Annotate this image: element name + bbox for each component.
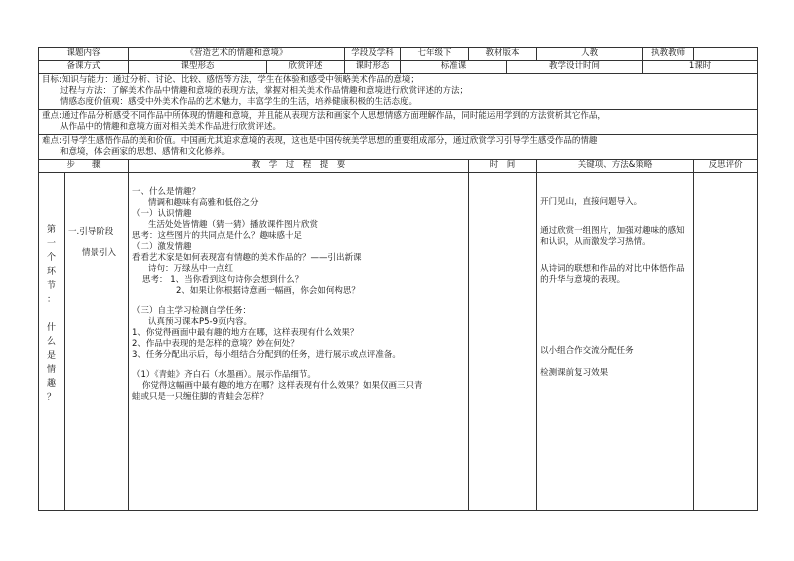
section-one-row xyxy=(39,173,758,511)
lesson-plan-sheet xyxy=(38,47,757,511)
col-time: 时 间 xyxy=(469,160,537,173)
goal-emotion: 情感态度价值观：感受中外美术作品的艺术魅力，丰富学生的生活，培养健康积极的生活态度。 xyxy=(60,97,418,107)
process-line: 诗句：万绿丛中一点红 xyxy=(148,264,234,274)
process-line: 思考： 1、当你看到这句诗你会想到什么？ xyxy=(142,275,304,285)
process-line: 认真预习课本P5-9页内容。 xyxy=(148,317,253,327)
grade-label: 学段及学科 xyxy=(345,48,401,61)
col-step: 步 骤 xyxy=(39,160,129,173)
header-row-2 xyxy=(39,61,758,74)
key-points-label: 重点: xyxy=(42,111,62,121)
form-value: 标准课 xyxy=(401,61,507,74)
process-line: 3、任务分配出示后，每小组结合分配到的任务，进行展示或点评准备。 xyxy=(132,350,401,360)
reflection-cell xyxy=(694,173,758,511)
process-line: 蛙或只是一只缠住脚的青蛙会怎样？ xyxy=(132,392,269,402)
process-line: （二）激发情趣 xyxy=(132,242,192,252)
edition-label: 教材版本 xyxy=(469,48,537,61)
topic-value: 《营造艺术的情趣和意境》 xyxy=(129,48,345,61)
stage-subtitle: 情景引入 xyxy=(82,248,117,258)
edition-value: 人教 xyxy=(537,48,643,61)
keys-line: 开门见山，直接问题导入。 xyxy=(540,197,643,207)
process-line: （一）认识情趣 xyxy=(132,209,192,219)
design-time-value: 1课时 xyxy=(643,61,758,74)
difficulties-row xyxy=(39,135,758,160)
keys-line: 检测课前复习效果 xyxy=(540,368,609,378)
section-vertical-title xyxy=(39,173,65,511)
goals-row xyxy=(39,74,758,110)
design-time-label: 教学设计时间 xyxy=(507,61,643,74)
process-line: 1、你觉得画面中最有趣的地方在哪，这样表现有什么效果？ xyxy=(132,328,359,338)
keys-cell xyxy=(537,173,694,511)
keys-line: 从诗词的联想和作品的对比中体悟作品的升华与意境的表现。 xyxy=(540,264,685,285)
goal-knowledge: 目标:知识与能力：通过分析、讨论、比较、感悟等方法，学生在体验和感受中领略美术作品的意境； xyxy=(42,75,419,85)
key-points-line-1: 重点:通过作品分析感受不同作品中所体现的情趣和意境，并且能从表现方法和画家个人思想情感方面理解作品，同时能运用学到的方法赏析其它作品， xyxy=(42,111,606,121)
process-line: 你觉得这幅画中最有趣的地方在哪？这样表现有什么效果？如果仅画三只青 xyxy=(142,381,423,391)
process-line: 2、如果让你根据诗意画一幅画，你会如何构思？ xyxy=(176,286,360,296)
process-line: 2、作品中表现的是怎样的意境？妙在何处？ xyxy=(132,339,299,349)
goals-label: 目标: xyxy=(42,75,62,85)
process-line: 一、什么是情趣？ xyxy=(132,187,201,197)
difficulties-label: 难点: xyxy=(42,136,62,146)
keys-line: 以小组合作交流分配任务 xyxy=(540,346,634,356)
key-points-line-2: 从作品中的情趣和意境方面对相关美术作品进行欣赏评述。 xyxy=(60,122,282,132)
lesson-plan-table xyxy=(38,47,758,511)
process-line: 情调和趣味有高雅和低俗之分 xyxy=(148,198,259,208)
col-keys: 关键项、方法&策略 xyxy=(537,160,694,173)
teacher-value xyxy=(694,48,758,61)
section-vertical-text: 第 一 个 环 节 ： 什 么 是 情 趣 ？ xyxy=(46,225,56,403)
col-reflection: 反思评价 xyxy=(694,160,758,173)
topic-label: 课题内容 xyxy=(39,48,129,61)
process-cell xyxy=(129,173,469,511)
col-process: 教 学 过 程 提 要 xyxy=(129,160,469,173)
header-row-1 xyxy=(39,48,758,61)
process-line: （三）自主学习检测自学任务： xyxy=(132,306,252,316)
difficulties-line-1: 难点:引导学生感悟作品的美和价值。中国画尤其追求意境的表现，这也是中国传统美学思想的重要组成部分，通过欣赏学习引导学生感受作品的情趣 xyxy=(42,136,598,146)
column-header-row xyxy=(39,160,758,173)
time-cell xyxy=(469,173,537,511)
process-line: （1）《青蛙》齐白石（水墨画）。展示作品细节。 xyxy=(132,370,316,380)
form-label: 课时形态 xyxy=(345,61,401,74)
type-label: 课型形态 xyxy=(129,61,267,74)
keys-line: 通过欣赏一组图片，加强对趣味的感知和认识，从而激发学习热情。 xyxy=(540,226,685,247)
stage-cell xyxy=(65,173,129,511)
difficulties-line-2: 和意境，体会画家的思想、感情和文化修养。 xyxy=(60,147,231,157)
goal-process: 过程与方法：了解美术作品中情趣和意境的表现方法，掌握对相关美术作品情趣和意境进行欣赏评述的方法； xyxy=(60,86,469,96)
method-label: 备课方式 xyxy=(39,61,129,74)
process-line: 生活处处皆情趣（猜一猜）播放课件图片欣赏 xyxy=(148,220,319,230)
process-line: 看看艺术家是如何表现富有情趣的美术作品的？——引出新课 xyxy=(132,253,362,263)
grade-value: 七年级下 xyxy=(401,48,469,61)
type-value: 欣赏评述 xyxy=(267,61,345,74)
stage-title: 一.引导阶段 xyxy=(68,227,114,237)
teacher-label: 执教教师 xyxy=(643,48,694,61)
key-points-row xyxy=(39,110,758,135)
process-line: 思考：这些图片的共同点是什么？趣味感十足 xyxy=(132,231,303,241)
